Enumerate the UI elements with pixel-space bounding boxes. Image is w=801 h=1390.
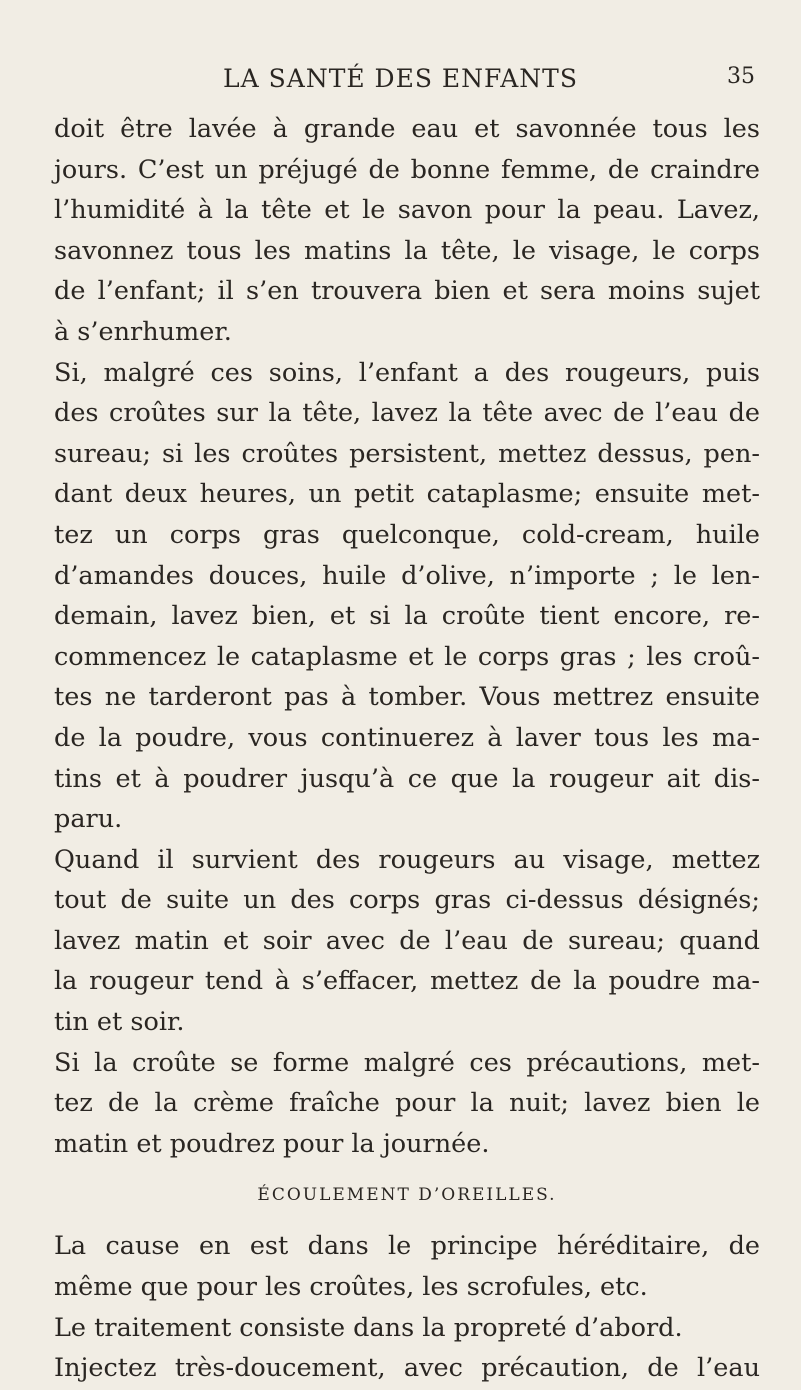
- text-line: doit être lavée à grande eau et savonnée tous les: [54, 114, 760, 144]
- text-line: sureau; si les croûtes persistent, mettez dessus, pen-: [54, 438, 760, 469]
- text-line: de la poudre, vous continuerez à laver tous les ma-: [54, 722, 760, 753]
- text-line: dant deux heures, un petit cataplasme; ensuite met-: [54, 479, 760, 510]
- text-line: d’amandes douces, huile d’olive, n’importe ; le len-: [54, 560, 760, 591]
- text-line: Quand il survient des rougeurs au visage, mettez: [54, 844, 760, 875]
- text-line: à s’enrhumer.: [54, 316, 232, 347]
- text-line: tez de la crème fraîche pour la nuit; lavez bien le: [54, 1088, 760, 1119]
- text-line: même que pour les croûtes, les scrofules, etc.: [54, 1272, 648, 1303]
- running-head: [0, 64, 801, 100]
- text-line: des croûtes sur la tête, lavez la tête avec de l’eau de: [54, 398, 760, 429]
- text-line: tins et à poudrer jusqu’à ce que la rougeur ait dis-: [54, 763, 760, 794]
- page-number: 35: [727, 64, 755, 89]
- text-line: tout de suite un des corps gras ci-dessus désignés;: [54, 885, 760, 916]
- text-line: Injectez très-doucement, avec précaution, de l’eau: [54, 1353, 760, 1384]
- text-line: Si la croûte se forme malgré ces précautions, met-: [54, 1047, 760, 1078]
- text-line: Si, malgré ces soins, l’enfant a des rougeurs, puis: [54, 357, 760, 388]
- text-line: tez un corps gras quelconque, cold-cream, huile: [54, 519, 760, 550]
- text-line: matin et poudrez pour la journée.: [54, 1128, 490, 1159]
- text-line: tin et soir.: [54, 1007, 185, 1038]
- text-line: jours. C’est un préjugé de bonne femme, de craindre: [54, 154, 760, 185]
- section-heading: ÉCOULEMENT D’OREILLES.: [257, 1185, 557, 1206]
- running-title: LA SANTÉ DES ENFANTS: [223, 64, 578, 93]
- text-line: l’humidité à la tête et le savon pour la peau. Lavez,: [54, 195, 760, 226]
- text-line: lavez matin et soir avec de l’eau de sureau; quand: [54, 925, 760, 956]
- text-line: paru.: [54, 804, 123, 835]
- text-line: tes ne tarderont pas à tomber. Vous mettrez ensuite: [54, 682, 760, 713]
- text-line: Le traitement consiste dans la propreté d’abord.: [54, 1312, 683, 1343]
- text-line: demain, lavez bien, et si la croûte tient encore, re-: [54, 601, 760, 632]
- text-line: commencez le cataplasme et le corps gras ; les croû-: [54, 641, 760, 672]
- text-line: la rougeur tend à s’effacer, mettez de la poudre ma-: [54, 966, 760, 997]
- text-line: La cause en est dans le principe héréditaire, de: [54, 1231, 760, 1262]
- text-line: de l’enfant; il s’en trouvera bien et sera moins sujet: [54, 276, 760, 307]
- body-text: [54, 109, 760, 1389]
- text-line: savonnez tous les matins la tête, le visage, le corps: [54, 235, 760, 266]
